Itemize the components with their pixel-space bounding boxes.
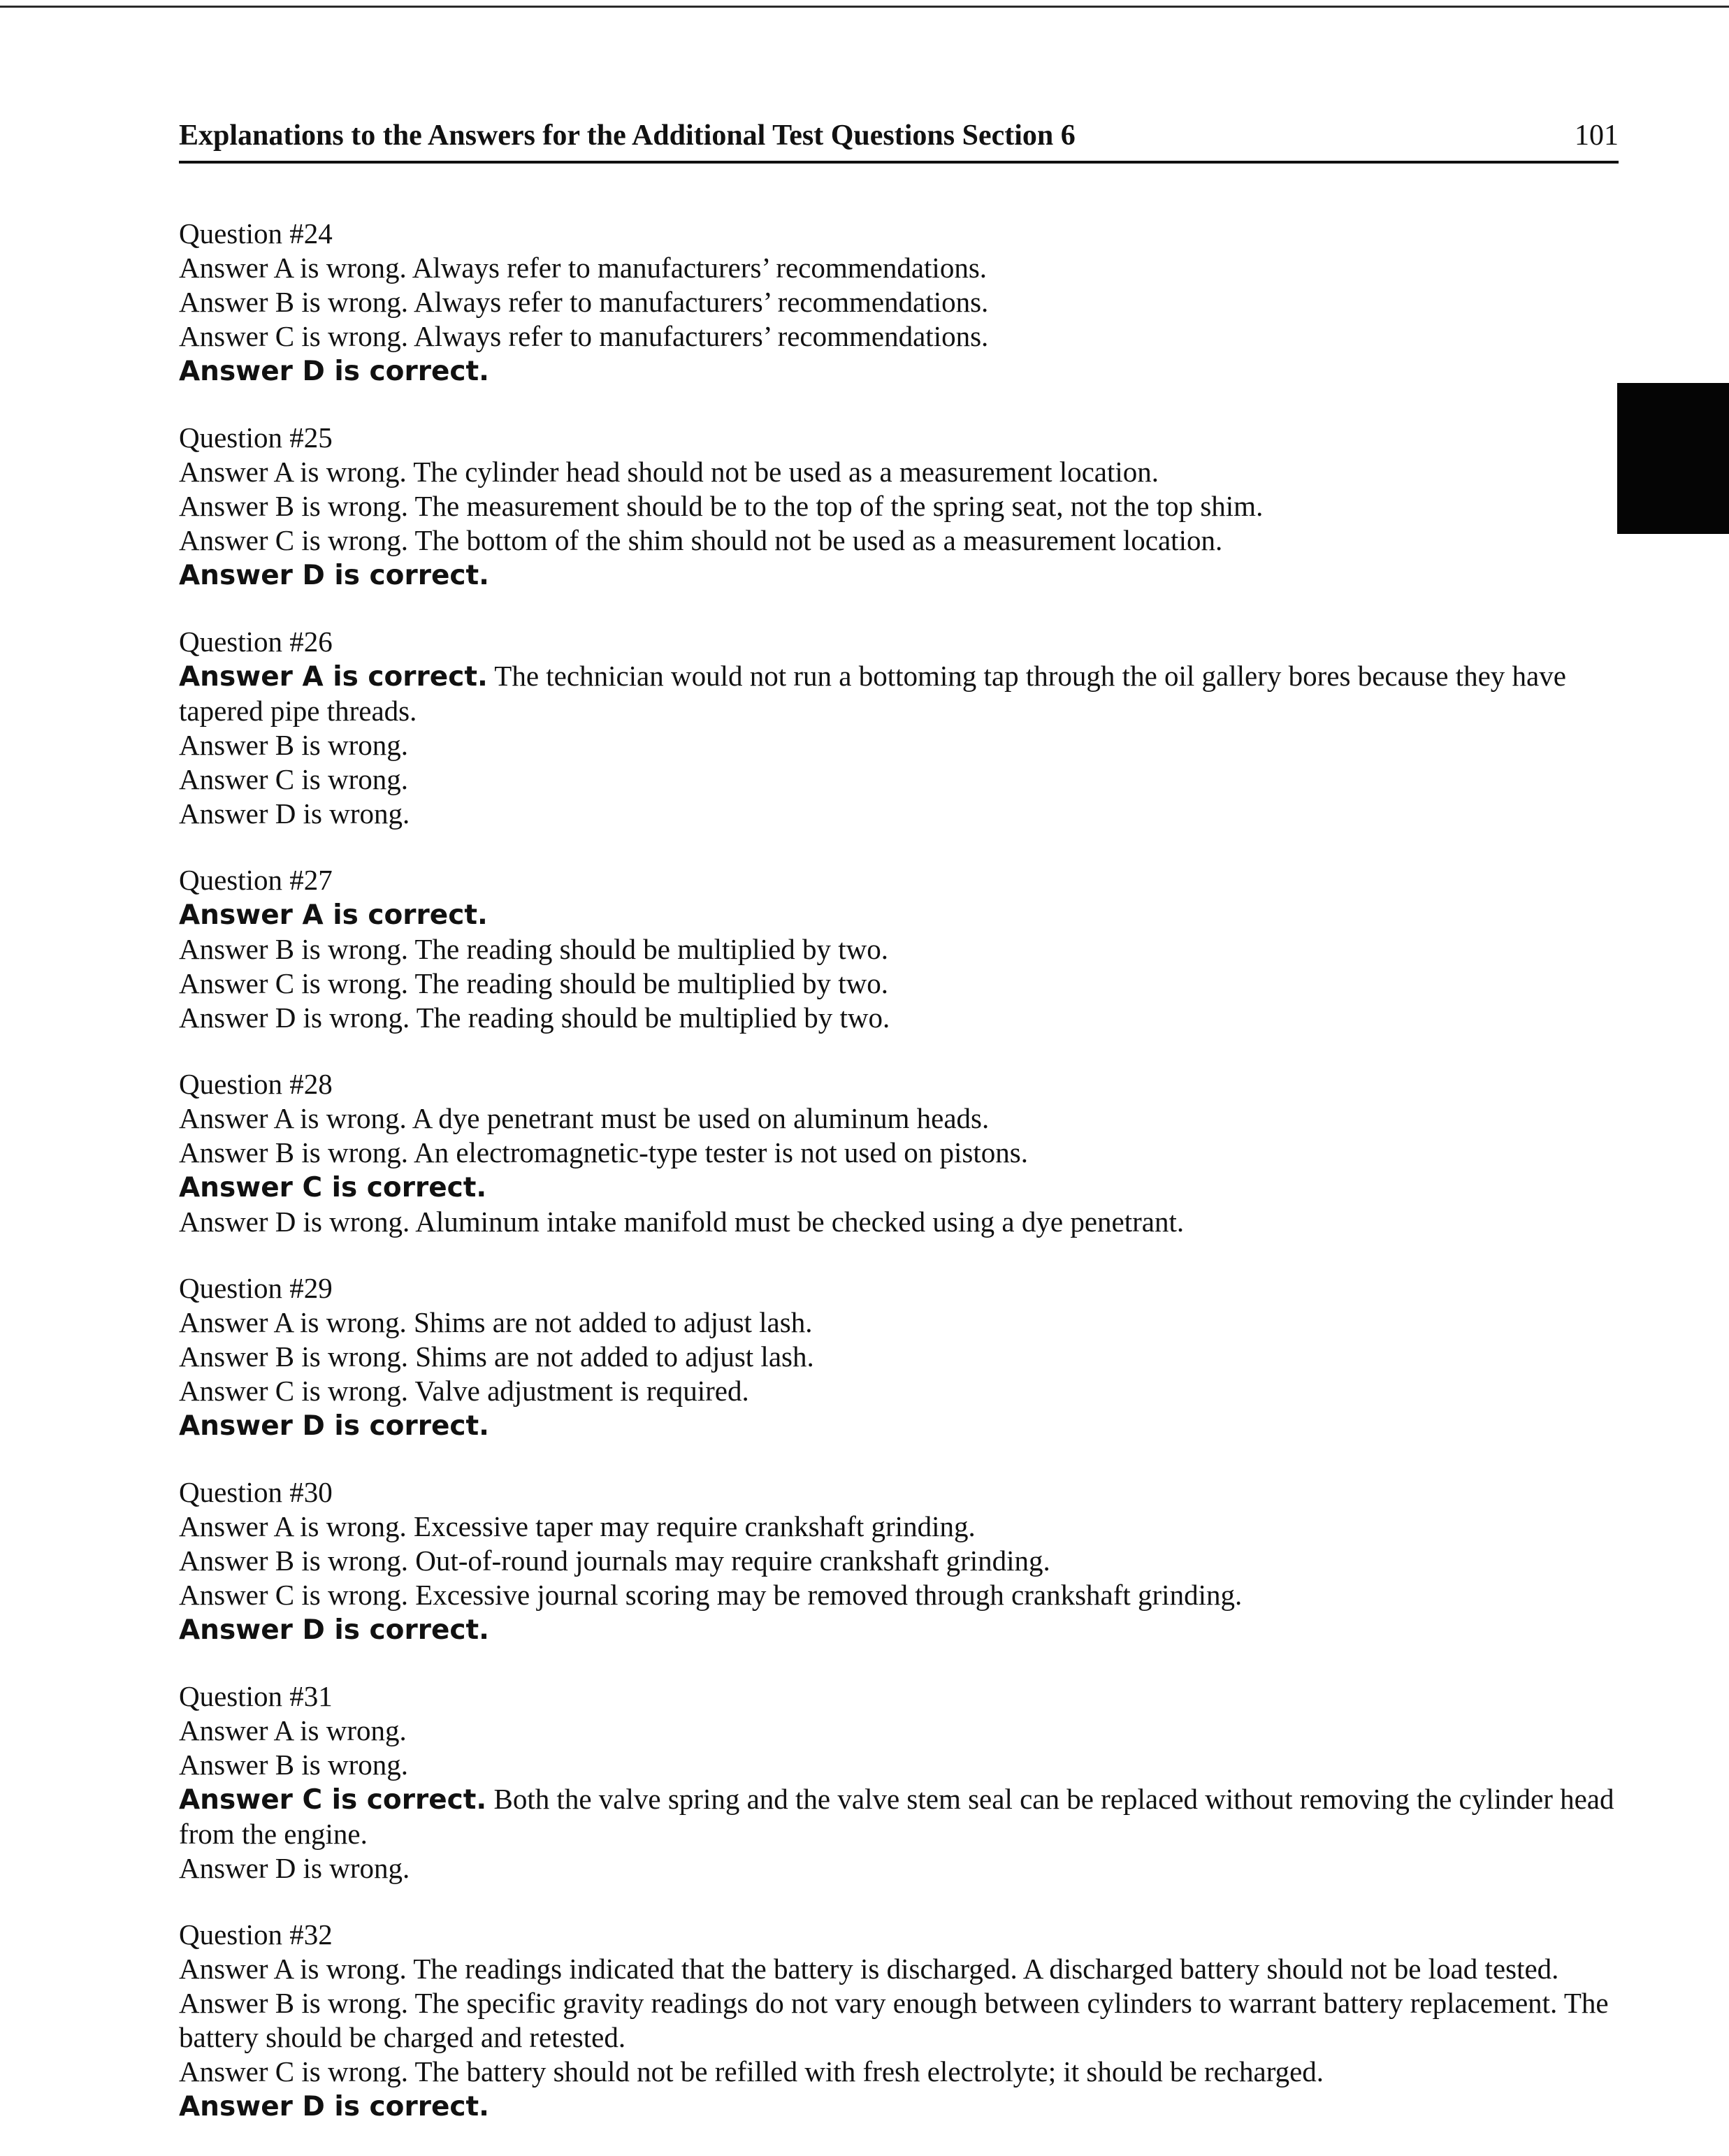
question-title: Question #30	[179, 1476, 333, 1508]
answer-line	[179, 967, 1619, 1001]
answer-line	[179, 1578, 1619, 1612]
answer-line	[179, 523, 1619, 558]
question-27	[179, 863, 1619, 1035]
answer-explanations	[179, 217, 1619, 2156]
answer-text: Both the valve spring and the valve stem seal can be replaced without removing the cylinder head from the engine.	[179, 1783, 1614, 1850]
correct-answer: Answer D is correct.	[179, 356, 489, 387]
answer-text: Answer B is wrong. The specific gravity readings do not vary enough between cylinders to warrant battery replacement. The battery should be charged and retested.	[179, 1987, 1609, 2053]
answer-line	[179, 2055, 1619, 2089]
answer-text: Answer A is wrong. The readings indicated that the battery is discharged. A discharged battery should not be load tested.	[179, 1953, 1559, 1985]
answer-line	[179, 2089, 1619, 2124]
top-rule	[0, 6, 1729, 8]
correct-answer: Answer C is correct.	[179, 1172, 487, 1203]
answer-line	[179, 1748, 1619, 1782]
answer-line	[179, 354, 1619, 389]
question-28	[179, 1067, 1619, 1239]
answer-text: Answer D is wrong.	[179, 1852, 410, 1884]
answer-line	[179, 728, 1619, 762]
page-number: 101	[1575, 120, 1619, 152]
answer-line	[179, 285, 1619, 319]
answer-line	[179, 319, 1619, 354]
answer-line	[179, 251, 1619, 285]
answer-text: Answer D is wrong. The reading should be multiplied by two.	[179, 1001, 890, 1034]
answer-line	[179, 1986, 1619, 2055]
question-title: Question #27	[179, 864, 333, 896]
answer-line	[179, 558, 1619, 593]
answer-text: Answer B is wrong. Shims are not added to adjust lash.	[179, 1340, 814, 1373]
question-30	[179, 1475, 1619, 1647]
answer-text: Answer B is wrong.	[179, 1749, 408, 1781]
question-25	[179, 421, 1619, 593]
question-24	[179, 217, 1619, 389]
answer-text: Answer D is wrong. Aluminum intake manifold must be checked using a dye penetrant.	[179, 1206, 1185, 1238]
answer-line	[179, 762, 1619, 797]
answer-line	[179, 1544, 1619, 1578]
answer-line	[179, 1101, 1619, 1136]
answer-line	[179, 489, 1619, 523]
section-thumb-tab	[1617, 383, 1729, 534]
answer-text: Answer C is wrong. The reading should be multiplied by two.	[179, 967, 889, 999]
answer-line	[179, 932, 1619, 967]
answer-text: Answer B is wrong.	[179, 729, 408, 761]
answer-line	[179, 897, 1619, 932]
answer-text: Answer C is wrong. Excessive journal scoring may be removed through crankshaft grinding.	[179, 1579, 1243, 1611]
answer-text: Answer B is wrong. Out-of-round journals may require crankshaft grinding.	[179, 1544, 1050, 1577]
answer-line	[179, 455, 1619, 489]
answer-line	[179, 1374, 1619, 1408]
answer-text: Answer A is wrong. Excessive taper may require crankshaft grinding.	[179, 1510, 976, 1542]
answer-text: The technician would not run a bottoming tap through the oil gallery bores because they have tapered pipe threads.	[179, 660, 1566, 727]
answer-line	[179, 1408, 1619, 1443]
question-29	[179, 1271, 1619, 1443]
correct-answer: Answer D is correct.	[179, 1410, 489, 1442]
answer-line	[179, 1136, 1619, 1170]
answer-text: Answer C is wrong. The battery should not be refilled with fresh electrolyte; it should be recharged.	[179, 2055, 1324, 2088]
question-31	[179, 1679, 1619, 1886]
answer-line	[179, 1001, 1619, 1035]
correct-answer: Answer D is correct.	[179, 2091, 489, 2122]
question-32	[179, 1918, 1619, 2124]
question-title: Question #31	[179, 1680, 333, 1712]
answer-line	[179, 1612, 1619, 1647]
answer-line	[179, 797, 1619, 831]
answer-text: Answer C is wrong. Valve adjustment is required.	[179, 1375, 749, 1407]
answer-text: Answer A is wrong.	[179, 1714, 407, 1746]
question-title: Question #28	[179, 1068, 333, 1100]
correct-answer: Answer C is correct.	[179, 1784, 487, 1816]
question-title: Question #32	[179, 1918, 333, 1951]
correct-answer: Answer D is correct.	[179, 1614, 489, 1646]
correct-answer: Answer D is correct.	[179, 560, 489, 591]
answer-line	[179, 1170, 1619, 1205]
page-title: Explanations to the Answers for the Additional Test Questions Section 6	[179, 120, 1076, 152]
answer-text: Answer B is wrong. The measurement should be to the top of the spring seat, not the top shim.	[179, 490, 1264, 522]
answer-line	[179, 1952, 1619, 1986]
answer-line	[179, 659, 1619, 728]
answer-text: Answer D is wrong.	[179, 797, 410, 830]
answer-text: Answer B is wrong. An electromagnetic-type tester is not used on pistons.	[179, 1136, 1028, 1169]
page-header	[179, 112, 1619, 164]
question-title: Question #25	[179, 421, 333, 454]
answer-text: Answer A is wrong. The cylinder head should not be used as a measurement location.	[179, 456, 1159, 488]
answer-line	[179, 1305, 1619, 1340]
correct-answer: Answer A is correct.	[179, 899, 488, 931]
question-title: Question #24	[179, 217, 333, 249]
answer-line	[179, 1205, 1619, 1239]
answer-text: Answer A is wrong. A dye penetrant must be used on aluminum heads.	[179, 1102, 990, 1134]
correct-answer: Answer A is correct.	[179, 661, 488, 693]
question-26	[179, 625, 1619, 831]
answer-line	[179, 1714, 1619, 1748]
answer-text: Answer C is wrong. Always refer to manufacturers’ recommendations.	[179, 320, 989, 352]
answer-text: Answer B is wrong. The reading should be multiplied by two.	[179, 933, 889, 965]
answer-text: Answer A is wrong. Shims are not added to adjust lash.	[179, 1306, 813, 1338]
answer-text: Answer C is wrong. The bottom of the shim should not be used as a measurement location.	[179, 524, 1223, 556]
answer-text: Answer C is wrong.	[179, 763, 408, 795]
answer-line	[179, 1340, 1619, 1374]
question-title: Question #29	[179, 1272, 333, 1304]
question-title: Question #26	[179, 625, 333, 658]
answer-line	[179, 1510, 1619, 1544]
answer-text: Answer B is wrong. Always refer to manufacturers’ recommendations.	[179, 286, 989, 318]
answer-line	[179, 1782, 1619, 1851]
answer-line	[179, 1851, 1619, 1886]
answer-text: Answer A is wrong. Always refer to manufacturers’ recommendations.	[179, 252, 988, 284]
